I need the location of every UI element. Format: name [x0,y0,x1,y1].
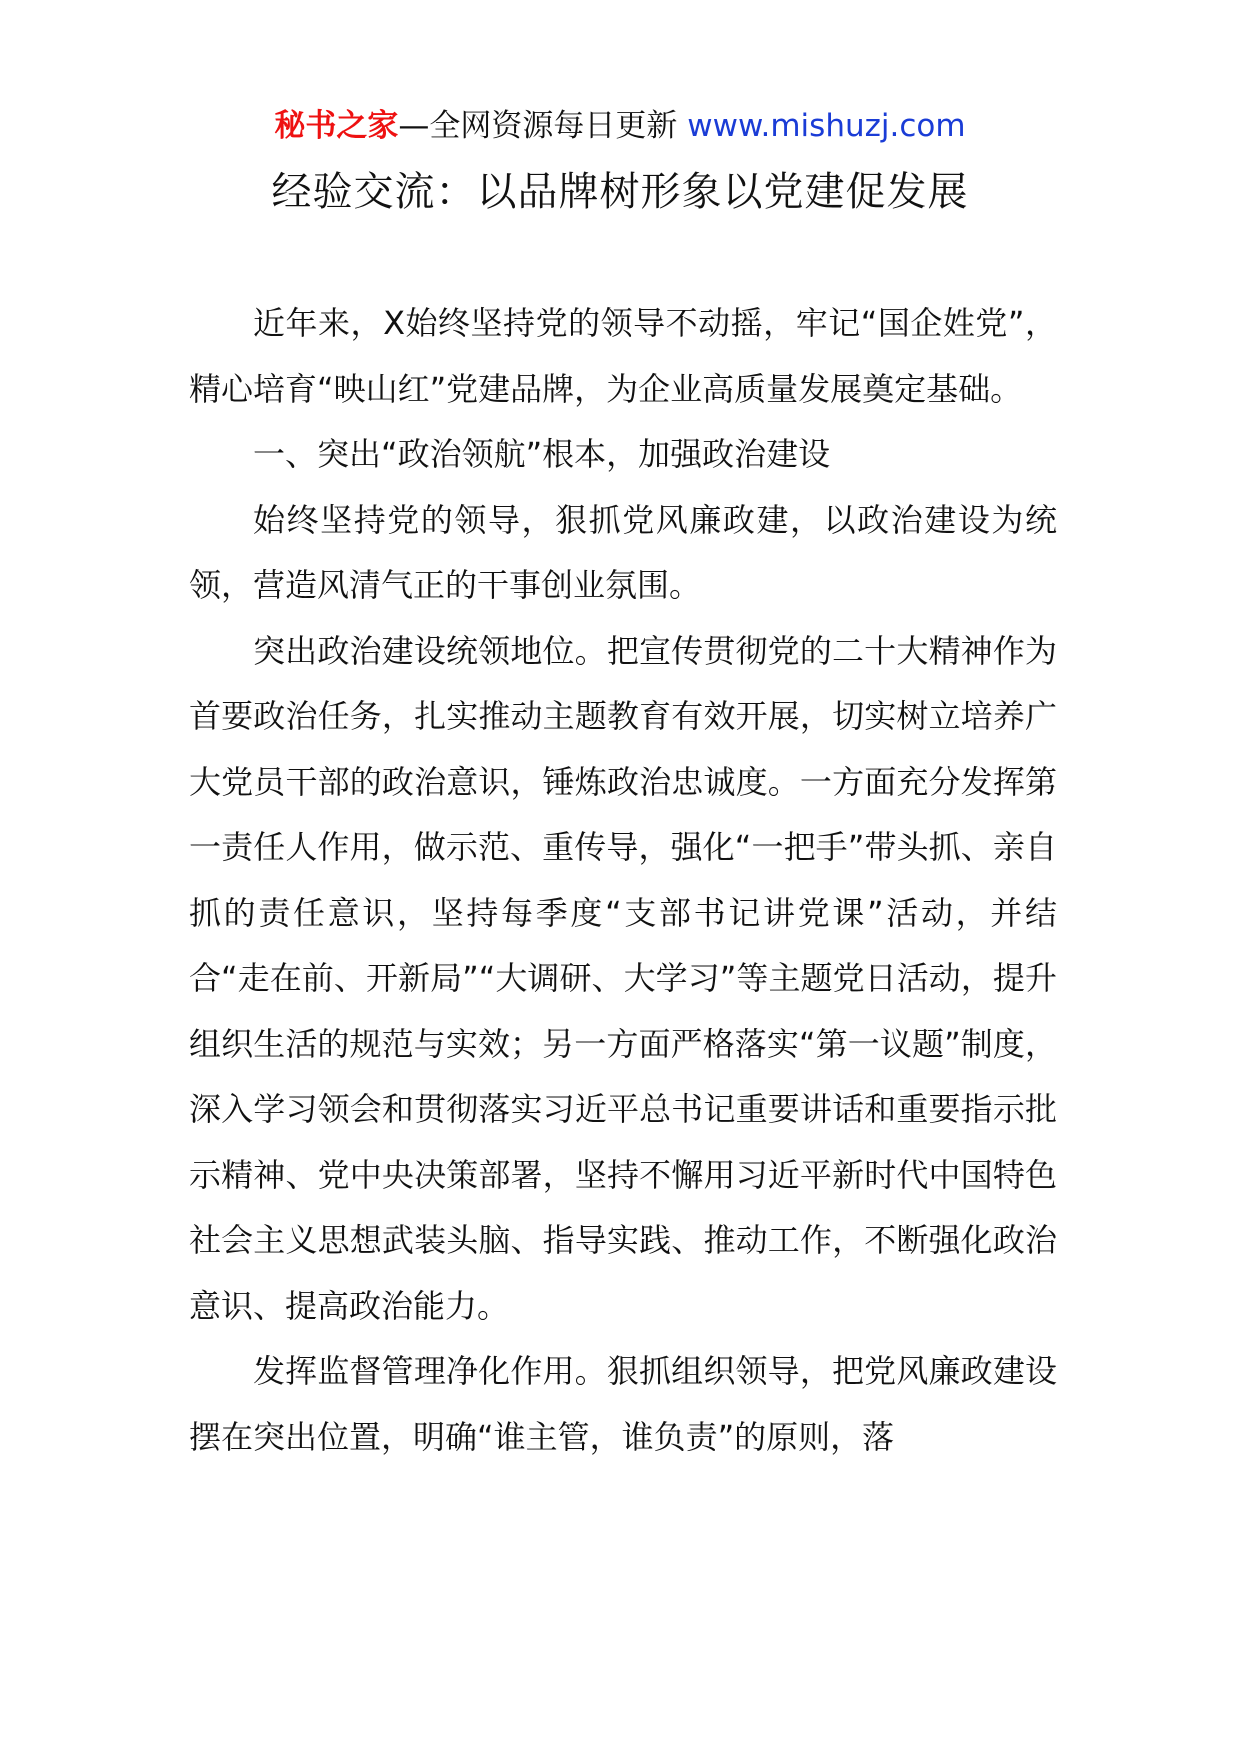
supervision-paragraph: 发挥监督管理净化作用。狠抓组织领导，把党风廉政建设摆在突出位置，明确“谁主管，谁负责”的原则，落 [189,1352,1057,1456]
document-title: 经验交流：以品牌树形象以党建促发展 [271,169,969,215]
website-url: www.mishuzj.com [687,108,966,144]
section-1-summary: 始终坚持党的领导，狠抓党风廉政建，以政治建设为统领，营造风清气正的干事创业氛围。 [189,500,1057,604]
section-heading-1: 一、突出“政治领航”根本，加强政治建设 [253,435,831,473]
political-building-paragraph: 突出政治建设统领地位。把宣传贯彻党的二十大精神作为首要政治任务，扎实推动主题教育有效开展，切实树立培养广大党员干部的政治意识，锤炼政治忠诚度。一方面充分发挥第一责任人作用，做示范、重传导，强化“一把手”带头抓、亲自抓的责任意识，坚持每季度“支部书记讲党课”活动，并结合“走在前、开新局”“大调研、大学习”等主题党日活动，提升组织生活的规范与实效；另一方面严格落实“第一议题”制度，深入学习领会和贯彻落实习近平总书记重要讲话和重要指示批示精神、党中央决策部署，坚持不懈用习近平新时代中国特色社会主义思想武装头脑、指导实践、推动工作，不断强化政治意识、提高政治能力。 [189,631,1057,1325]
banner-slogan: —全网资源每日更新 [398,108,688,144]
document-body [189,291,1057,1470]
site-banner [0,104,1240,148]
intro-paragraph: 近年来，X始终坚持党的领导不动摇，牢记“国企姓党”，精心培育“映山红”党建品牌，为企业高质量发展奠定基础。 [189,304,1057,408]
brand-name: 秘书之家 [274,108,399,144]
